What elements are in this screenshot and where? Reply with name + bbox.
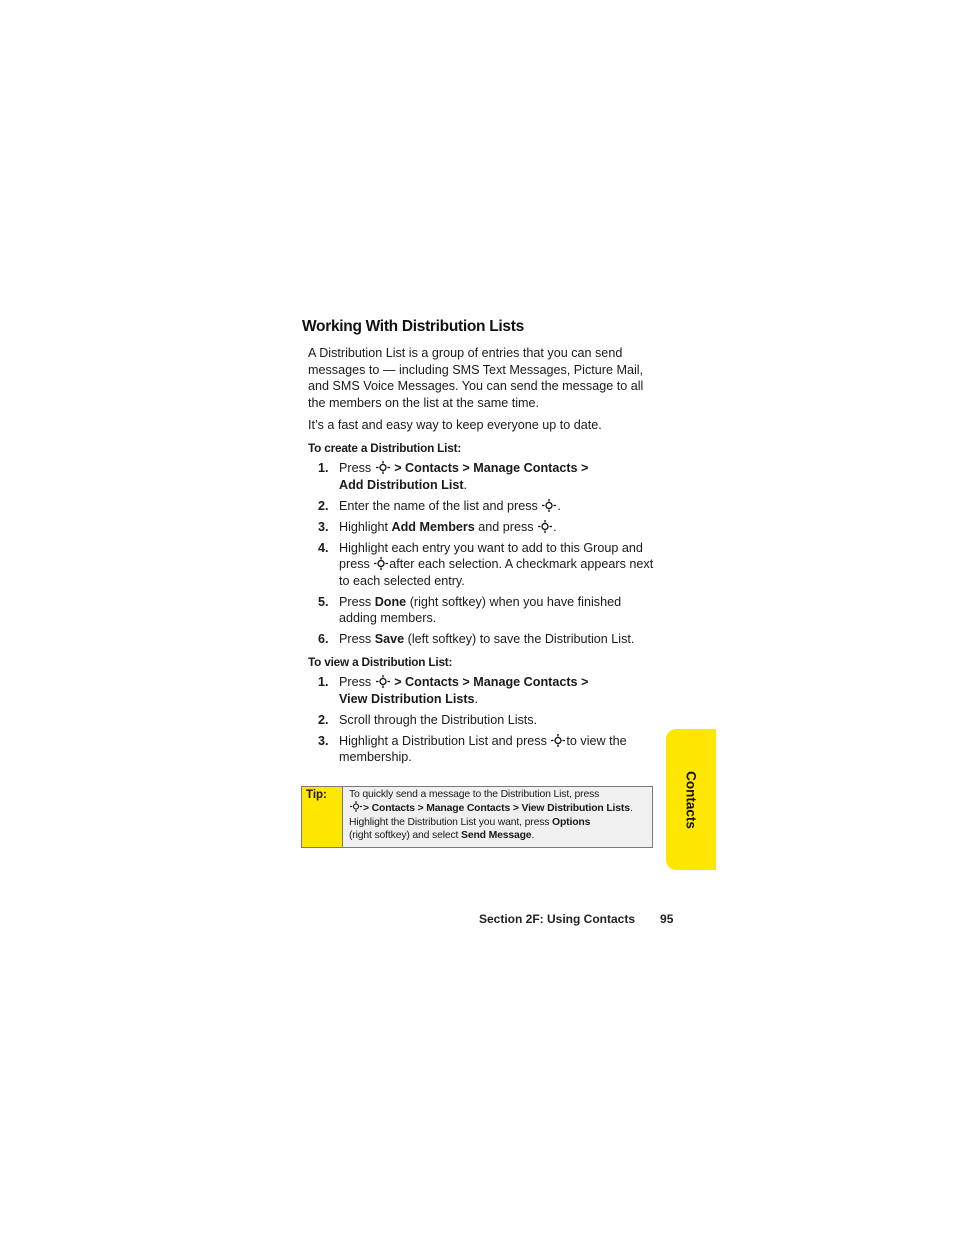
menu-path: > Contacts > Manage Contacts > — [394, 675, 589, 689]
step-number: 3. — [318, 519, 329, 534]
step-text: (left softkey) to save the Distribution List. — [407, 632, 635, 646]
step-item: 1. Press > Contacts > Manage Contacts > View Distribution Lists. — [318, 675, 589, 706]
step-text: (right softkey) when you have finished adding members. — [339, 594, 622, 625]
step-text: Highlight — [339, 519, 389, 534]
step-item — [308, 712, 660, 729]
step-item — [308, 733, 660, 766]
page-number: 95 — [660, 912, 674, 926]
softkey-label: Options — [552, 816, 591, 828]
step-number: 1. — [318, 461, 329, 475]
nav-key-icon — [374, 557, 388, 570]
tip-text: Highlight the Distribution List you want, press — [349, 816, 550, 828]
step-text: Press — [339, 461, 372, 475]
step-number: 3. — [318, 733, 329, 748]
menu-path: View Distribution Lists — [339, 691, 475, 706]
nav-key-icon — [376, 675, 390, 688]
tip-body: To quickly send a message to the Distribution List, press > Contacts > Manage Contacts > View Distribution Lists. Highlight the Distribution List you want, press Options (right softkey) and select Send Message. — [343, 787, 652, 847]
step-text: Highlight each entry you want to add to this Group and press — [339, 540, 643, 571]
step-item — [308, 631, 660, 648]
create-heading: To create a Distribution List: — [308, 440, 462, 455]
tip-label: Tip: — [302, 787, 343, 847]
step-number: 2. — [318, 498, 329, 513]
tip-text: (right softkey) and select — [349, 830, 459, 842]
step-number: 2. — [318, 712, 329, 727]
step-text: after each selection. A checkmark appears next to each selected entry. — [339, 557, 654, 588]
step-text: and press — [478, 519, 534, 534]
softkey-label: Done — [374, 594, 407, 609]
menu-path: > Contacts > Manage Contacts > View Distribution Lists — [363, 803, 630, 815]
step-text: Press — [339, 632, 372, 646]
tip-text: To quickly send a message to the Distribution List, press — [349, 789, 600, 800]
section-title: Working With Distribution Lists — [302, 318, 524, 335]
nav-key-icon — [542, 499, 556, 512]
view-steps — [308, 674, 660, 766]
step-text: to view the membership. — [339, 733, 627, 764]
step-text: Enter the name of the list and press — [339, 498, 538, 513]
step-text: Press — [339, 675, 372, 689]
step-text: Highlight a Distribution List and press — [339, 733, 547, 748]
step-number: 6. — [318, 632, 329, 646]
softkey-label: Save — [374, 632, 405, 646]
page-footer — [479, 912, 673, 926]
menu-option: Send Message — [461, 830, 532, 842]
step-number: 5. — [318, 594, 329, 609]
tip-box — [301, 786, 653, 848]
menu-path: > Contacts > Manage Contacts > — [394, 461, 589, 475]
body-content — [308, 345, 660, 770]
intro-paragraph: It’s a fast and easy way to keep everyone up to date. — [308, 418, 602, 432]
footer-section: Section 2F: Using Contacts — [479, 912, 636, 926]
step-item — [308, 594, 660, 627]
step-number: 1. — [318, 675, 329, 689]
nav-key-icon — [350, 801, 362, 812]
menu-path: Add Distribution List — [339, 477, 464, 492]
menu-option: Add Members — [391, 519, 475, 534]
step-text: Scroll through the Distribution Lists. — [339, 712, 538, 727]
nav-key-icon — [376, 461, 390, 474]
nav-key-icon — [538, 520, 552, 533]
step-item — [308, 540, 660, 590]
nav-key-icon — [551, 734, 565, 747]
step-number: 4. — [318, 540, 329, 555]
create-steps — [308, 460, 660, 648]
step-item: 1. Press > Contacts > Manage Contacts > Add Distribution List. — [318, 461, 589, 492]
section-side-tab — [666, 729, 716, 870]
step-item: 2. Enter the name of the list and press . — [318, 498, 561, 513]
step-item: 3. Highlight Add Members and press . — [318, 519, 557, 534]
intro-paragraph: A Distribution List is a group of entries that you can send messages to — including SMS Text Messages, Picture Mail, and SMS Voice Messages. You can send the message to all the members on the list at the same time. — [308, 346, 644, 410]
step-text: Press — [339, 594, 372, 609]
view-heading: To view a Distribution List: — [308, 654, 453, 669]
side-tab-label: Contacts — [683, 770, 699, 829]
